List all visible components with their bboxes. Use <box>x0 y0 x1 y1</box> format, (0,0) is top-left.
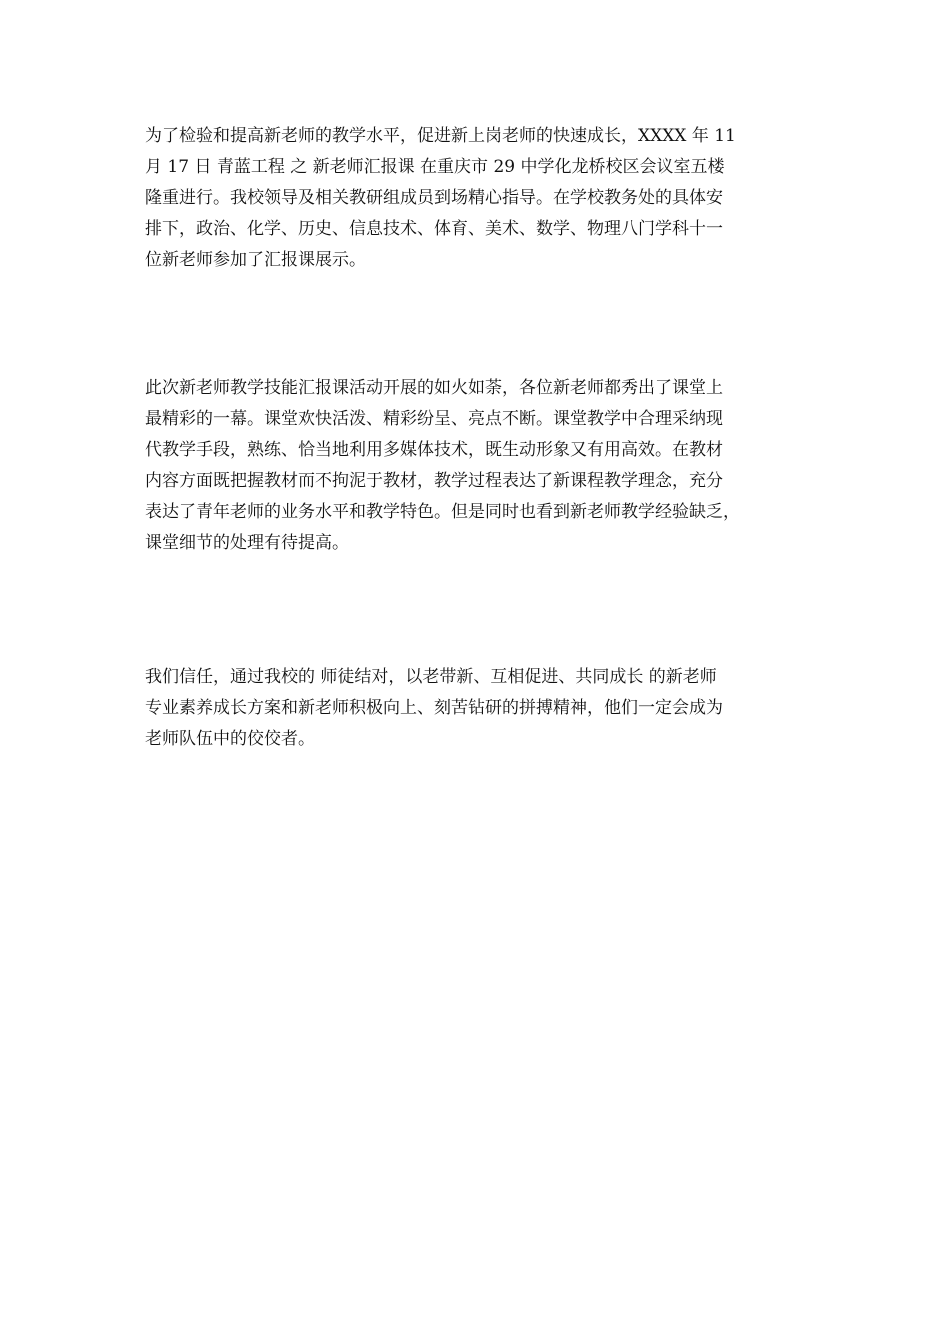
paragraph-line: 为了检验和提高新老师的教学水平，促进新上岗老师的快速成长，XXXX 年 11 <box>145 126 736 146</box>
paragraph-line: 此次新老师教学技能汇报课活动开展的如火如荼，各位新老师都秀出了课堂上 <box>145 378 723 398</box>
paragraph-3 <box>145 662 810 755</box>
paragraph-line: 位新老师参加了汇报课展示。 <box>145 250 366 270</box>
paragraph-line: 老师队伍中的佼佼者。 <box>145 729 315 749</box>
paragraph-line: 内容方面既把握教材而不拘泥于教材，教学过程表达了新课程教学理念，充分 <box>145 471 723 491</box>
paragraph-line: 隆重进行。我校领导及相关教研组成员到场精心指导。在学校教务处的具体安 <box>145 188 723 208</box>
paragraph-line: 我们信任，通过我校的 师徒结对，以老带新、互相促进、共同成长 的新老师 <box>145 667 717 687</box>
paragraph-line: 课堂细节的处理有待提高。 <box>145 533 349 553</box>
paragraph-2 <box>145 373 810 559</box>
paragraph-line: 表达了青年老师的业务水平和教学特色。但是同时也看到新老师教学经验缺乏， <box>145 502 740 522</box>
paragraph-line: 最精彩的一幕。课堂欢快活泼、精彩纷呈、亮点不断。课堂教学中合理采纳现 <box>145 409 723 429</box>
paragraph-line: 代教学手段，熟练、恰当地利用多媒体技术，既生动形象又有用高效。在教材 <box>145 440 723 460</box>
paragraph-line: 月 17 日 青蓝工程 之 新老师汇报课 在重庆市 29 中学化龙桥校区会议室五楼 <box>145 157 725 177</box>
paragraph-line: 排下，政治、化学、历史、信息技术、体育、美术、数学、物理八门学科十一 <box>145 219 723 239</box>
paragraph-line: 专业素养成长方案和新老师积极向上、刻苦钻研的拼搏精神，他们一定会成为 <box>145 698 723 718</box>
paragraph-1 <box>145 121 810 276</box>
